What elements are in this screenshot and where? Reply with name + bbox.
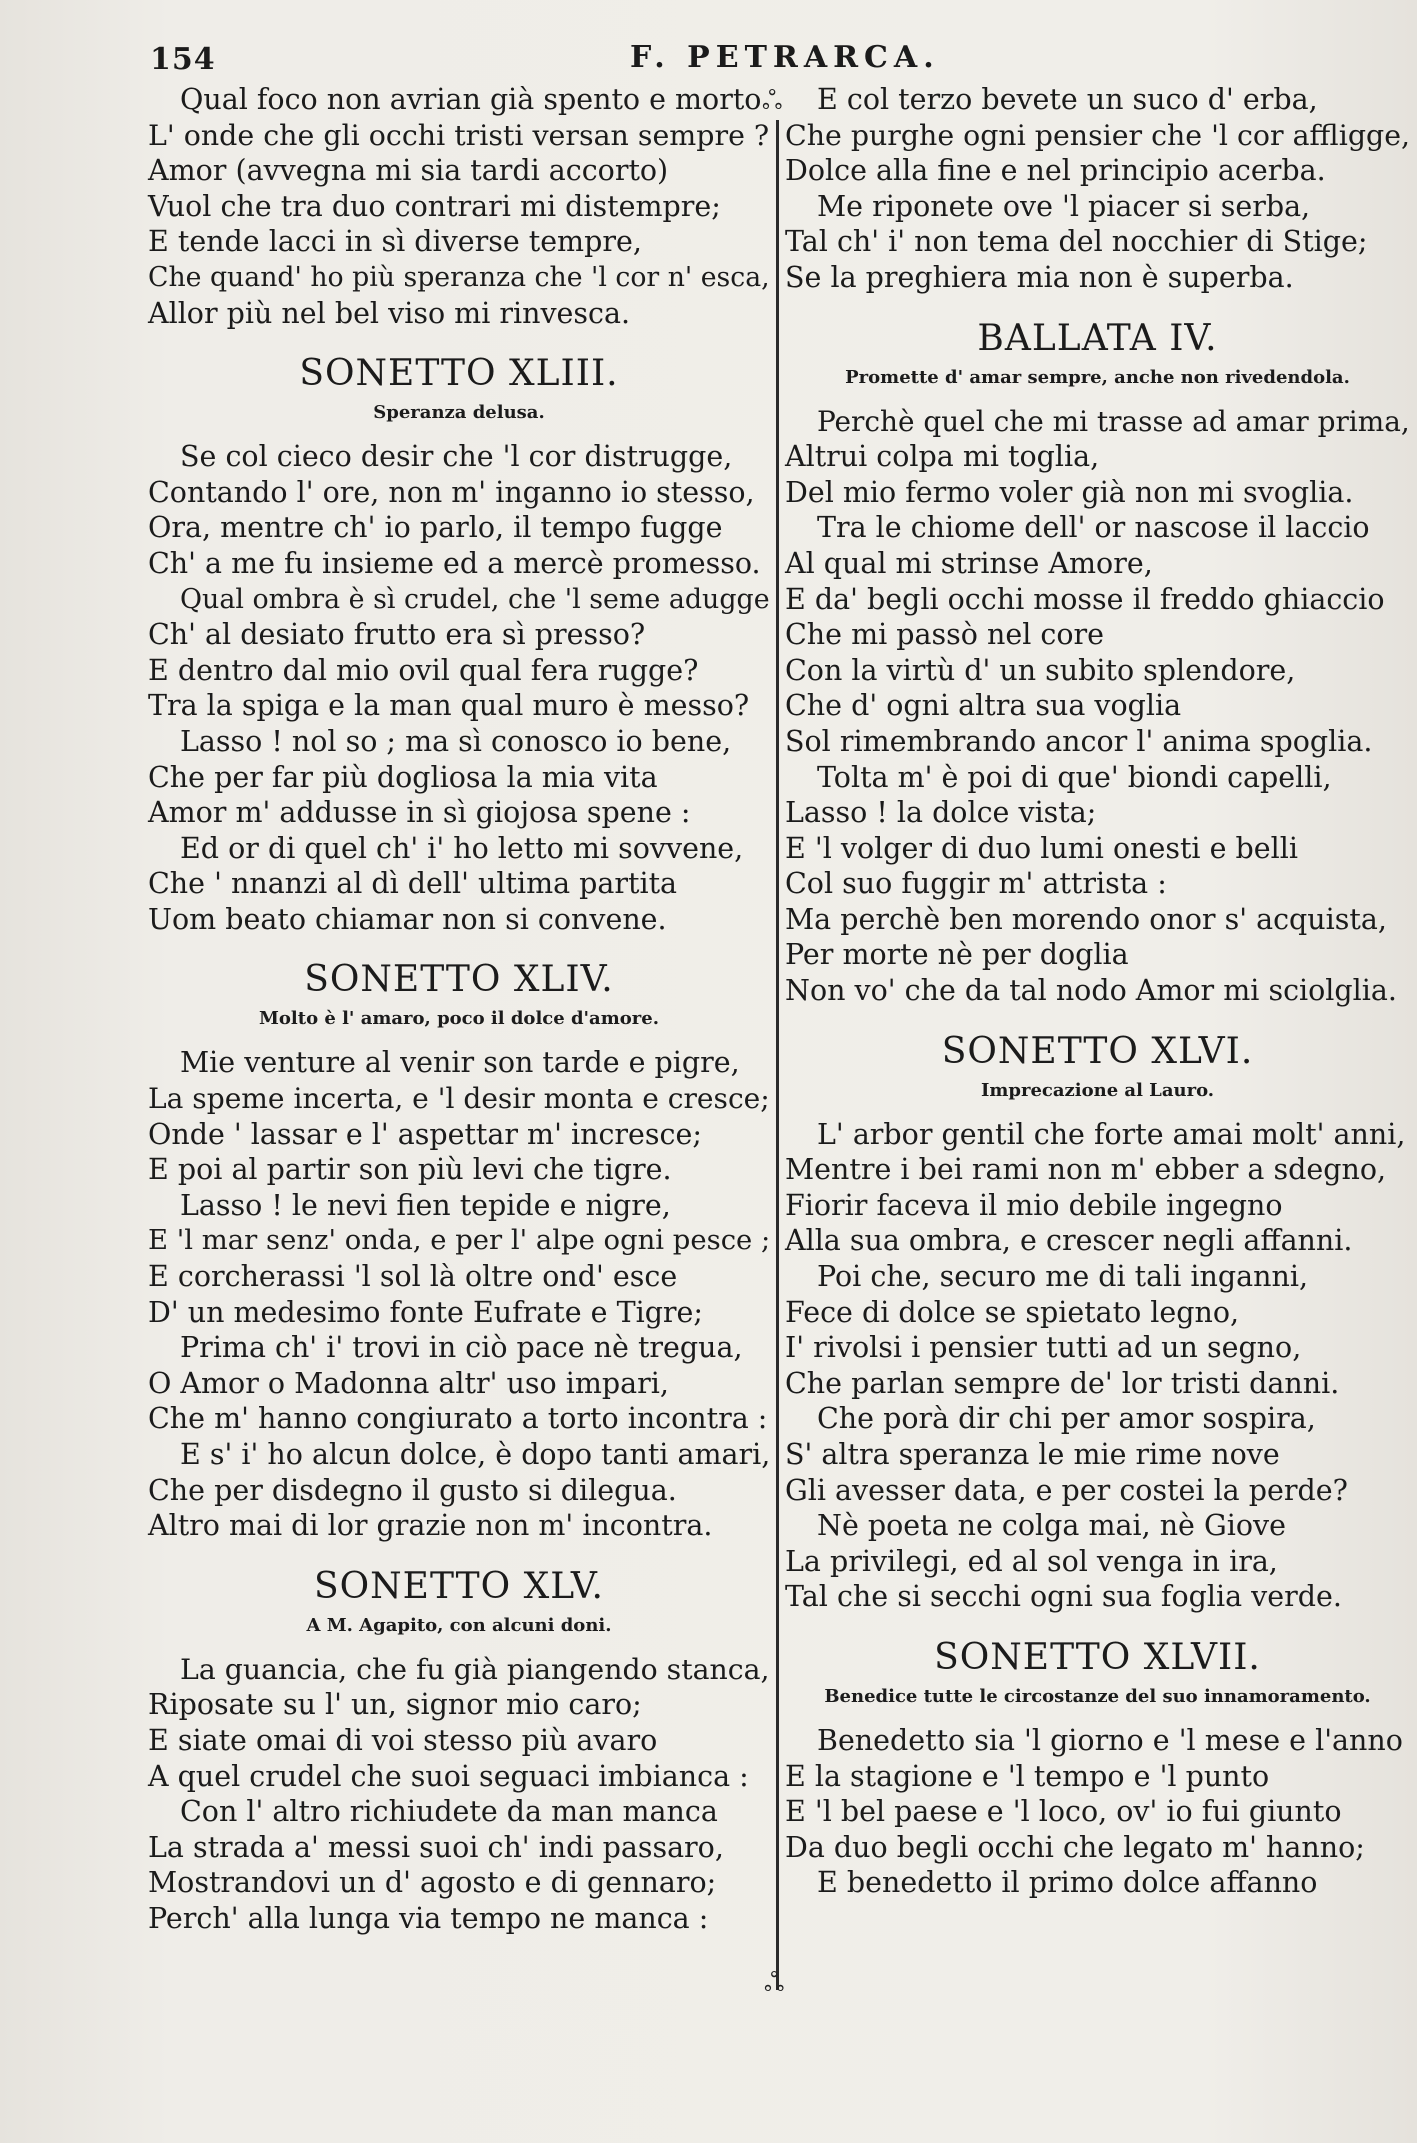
verse-line: Se col cieco desir che 'l cor distrugge, (180, 440, 733, 474)
verse-line: La speme incerta, e 'l desir monta e cresce; (148, 1082, 770, 1116)
verse-line: Benedetto sia 'l giorno e 'l mese e l'anno (817, 1723, 1403, 1757)
verse-line: Che parlan sempre de' lor tristi danni. (785, 1366, 1340, 1400)
verse-line: Che porà dir chi per amor sospira, (817, 1402, 1316, 1436)
verse-line: Tra le chiome dell' or nascose il laccio (817, 511, 1370, 545)
verse-line: E poi al partir son più levi che tigre. (148, 1153, 672, 1187)
verse-line: Altrui colpa mi toglia, (785, 440, 1100, 474)
verse-line: Con la virtù d' un subito splendore, (785, 653, 1296, 687)
poem (148, 353, 770, 937)
verse-line: O Amor o Madonna altr' uso impari, (148, 1366, 669, 1400)
verse-line: Tal che si secchi ogni sua foglia verde. (785, 1580, 1342, 1614)
verse-line: Ch' a me fu insieme ed a mercè promesso. (148, 546, 761, 580)
verse-line: A quel crudel che suoi seguaci imbianca : (148, 1759, 749, 1793)
verse-line: Allor più nel bel viso mi rinvesca. (148, 296, 631, 330)
verse-line: Dolce alla fine e nel principio acerba. (785, 154, 1326, 188)
verse-line: Lasso ! la dolce vista; (785, 796, 1097, 830)
verse-line: Poi che, securo me di tali inganni, (817, 1260, 1308, 1294)
verse-line: Perchè quel che mi trasse ad amar prima, (817, 404, 1410, 438)
verse-line: E la stagione e 'l tempo e 'l punto (785, 1759, 1270, 1793)
ornament-bottom-icon: ஃ (764, 1968, 785, 1998)
verse-line: Nè poeta ne colga mai, nè Giove (817, 1509, 1286, 1543)
poem-subtitle: Promette d' amar sempre, anche non rivedendola. (845, 366, 1350, 388)
verse-line: S' altra speranza le mie rime nove (785, 1438, 1280, 1471)
verse-line: Ch' al desiato frutto era sì presso? (148, 618, 646, 652)
ornament-top-icon: ஃ (762, 86, 783, 116)
page-number: 154 (150, 42, 216, 77)
poem (148, 959, 770, 1543)
verse-line: Da duo begli occhi che legato m' hanno; (785, 1830, 1365, 1864)
verse-line: Uom beato chiamar non si convene. (148, 902, 667, 936)
verse-line: Non vo' che da tal nodo Amor mi sciolglia. (785, 974, 1397, 1008)
verse-line: Con l' altro richiudete da man manca (180, 1795, 718, 1829)
verse-line: E benedetto il primo dolce affanno (817, 1866, 1318, 1900)
poem-subtitle: Benedice tutte le circostanze del suo innamoramento. (824, 1685, 1371, 1707)
verse-line: E col terzo bevete un suco d' erba, (817, 83, 1318, 116)
verse-line: E da' begli occhi mosse il freddo ghiaccio (785, 582, 1385, 616)
verse-line: Altro mai di lor grazie non m' incontra. (148, 1509, 713, 1543)
verse-line: Sol rimembrando ancor l' anima spoglia. (785, 724, 1373, 758)
verse-line: Ma perchè ben morendo onor s' acquista, (785, 902, 1387, 936)
verse-line: Mie venture al venir son tarde e pigre, (180, 1046, 740, 1080)
verse-line: Vuol che tra duo contrari mi distempre; (148, 189, 721, 223)
verse-line: Del mio fermo voler già non mi svoglia. (785, 475, 1354, 509)
verse-line: Qual foco non avrian già spento e morto (180, 83, 762, 116)
verse-line: Che m' hanno congiurato a torto incontra : (148, 1402, 768, 1436)
poem-title: SONETTO XLVII. (934, 1636, 1261, 1678)
verse-line: Perch' alla lunga via tempo ne manca : (148, 1901, 709, 1935)
verse-line: La guancia, che fu già piangendo stanca, (180, 1652, 770, 1686)
verse-line: E 'l mar senz' onda, e per l' alpe ogni pesce ; (148, 1225, 771, 1257)
poem-title: SONETTO XLIV. (304, 959, 614, 1001)
poem (785, 318, 1410, 1009)
poem-subtitle: A M. Agapito, con alcuni doni. (306, 1614, 612, 1636)
left-column (148, 82, 770, 1937)
verse-line: Qual ombra è sì crudel, che 'l seme adugge (180, 583, 770, 615)
verse-line: Fece di dolce se spietato legno, (785, 1295, 1240, 1329)
verse-line: La privilegi, ed al sol venga in ira, (785, 1544, 1278, 1578)
verse-line: E corcherassi 'l sol là oltre ond' esce (148, 1260, 678, 1294)
verse-line: Riposate su l' un, signor mio caro; (148, 1688, 642, 1722)
verse-line: Alla sua ombra, e crescer negli affanni. (785, 1224, 1353, 1258)
poem (785, 1637, 1410, 1901)
verse-line: D' un medesimo fonte Eufrate e Tigre; (148, 1295, 704, 1329)
right-column (785, 82, 1410, 1901)
verse-line: Tolta m' è poi di que' biondi capelli, (817, 760, 1332, 794)
verse-line: Mostrandovi un d' agosto e di gennaro; (148, 1866, 717, 1900)
verse-line: Fiorir faceva il mio debile ingegno (785, 1188, 1283, 1222)
verse-line: Ora, mentre ch' io parlo, il tempo fugge (148, 511, 723, 545)
poem (785, 1031, 1410, 1615)
running-title: F. PETRARCA. (630, 40, 940, 75)
verse-line: Che quand' ho più speranza che 'l cor n' esca, (148, 261, 770, 293)
verse-line: E 'l bel paese e 'l loco, ov' io fui giunto (785, 1795, 1342, 1829)
page-header (0, 38, 1417, 88)
verse-line: L' onde che gli occhi tristi versan sempre ? (148, 118, 770, 152)
verse-line: Ed or di quel ch' i' ho letto mi sovvene, (180, 831, 744, 865)
verse-line: Me riponete ove 'l piacer si serba, (817, 189, 1311, 223)
verse-line: Lasso ! le nevi fien tepide e nigre, (180, 1188, 671, 1222)
poem-subtitle: Molto è l' amaro, poco il dolce d'amore. (259, 1008, 659, 1030)
verse-line: Onde ' lassar e l' aspettar m' incresce; (148, 1117, 702, 1151)
verse-line: Che purghe ogni pensier che 'l cor affligge, (785, 118, 1411, 152)
poem-title: SONETTO XLV. (313, 1565, 604, 1607)
poem-title: BALLATA IV. (977, 317, 1218, 359)
verse-line: La strada a' messi suoi ch' indi passaro, (148, 1830, 724, 1864)
verse-line: Tra la spiga e la man qual muro è messo? (148, 689, 750, 723)
verse-line: E s' i' ho alcun dolce, è dopo tanti amari, (180, 1438, 771, 1471)
verse-line: Che per disdegno il gusto si dilegua. (148, 1473, 677, 1507)
verse-line: Al qual mi strinse Amore, (785, 546, 1153, 580)
verse-line: Gli avesser data, e per costei la perde? (785, 1473, 1348, 1507)
verse-line: Che d' ogni altra sua voglia (785, 689, 1182, 723)
verse-line: Prima ch' i' trovi in ciò pace nè tregua, (180, 1331, 743, 1365)
verse-line: Se la preghiera mia non è superba. (785, 260, 1294, 294)
verse-line: L' arbor gentil che forte amai molt' anni, (817, 1117, 1406, 1151)
verse-line: Lasso ! nol so ; ma sì conosco io bene, (180, 724, 732, 758)
poem-title: SONETTO XLIII. (299, 353, 619, 395)
verse-line: Amor m' addusse in sì giojosa spene : (148, 796, 691, 830)
poem-title: SONETTO XLVI. (941, 1030, 1254, 1072)
poem (148, 1566, 770, 1937)
verse-line: E 'l volger di duo lumi onesti e belli (785, 831, 1298, 865)
column-divider (776, 120, 779, 1990)
poem-subtitle: Speranza delusa. (373, 402, 545, 424)
verse-line: Per morte nè per doglia (785, 938, 1129, 972)
verse-line: E dentro dal mio ovil qual fera rugge? (148, 653, 699, 687)
poem-subtitle: Imprecazione al Lauro. (980, 1079, 1215, 1101)
verse-line: Col suo fuggir m' attrista : (785, 867, 1167, 901)
verse-line: E tende lacci in sì diverse tempre, (148, 225, 642, 259)
verse-line: I' rivolsi i pensier tutti ad un segno, (785, 1331, 1302, 1365)
verse-line: Amor (avvegna mi sia tardi accorto) (148, 154, 669, 188)
verse-line: Che per far più dogliosa la mia vita (148, 760, 658, 794)
verse-line: Tal ch' i' non tema del nocchier di Stige; (785, 225, 1368, 259)
verse-line: Che ' nnanzi al dì dell' ultima partita (148, 867, 678, 901)
verse-line: Mentre i bei rami non m' ebber a sdegno, (785, 1153, 1387, 1187)
verse-line: Contando l' ore, non m' inganno io stesso, (148, 475, 755, 509)
verse-line: Che mi passò nel core (785, 618, 1104, 652)
verse-line: E siate omai di voi stesso più avaro (148, 1723, 658, 1757)
